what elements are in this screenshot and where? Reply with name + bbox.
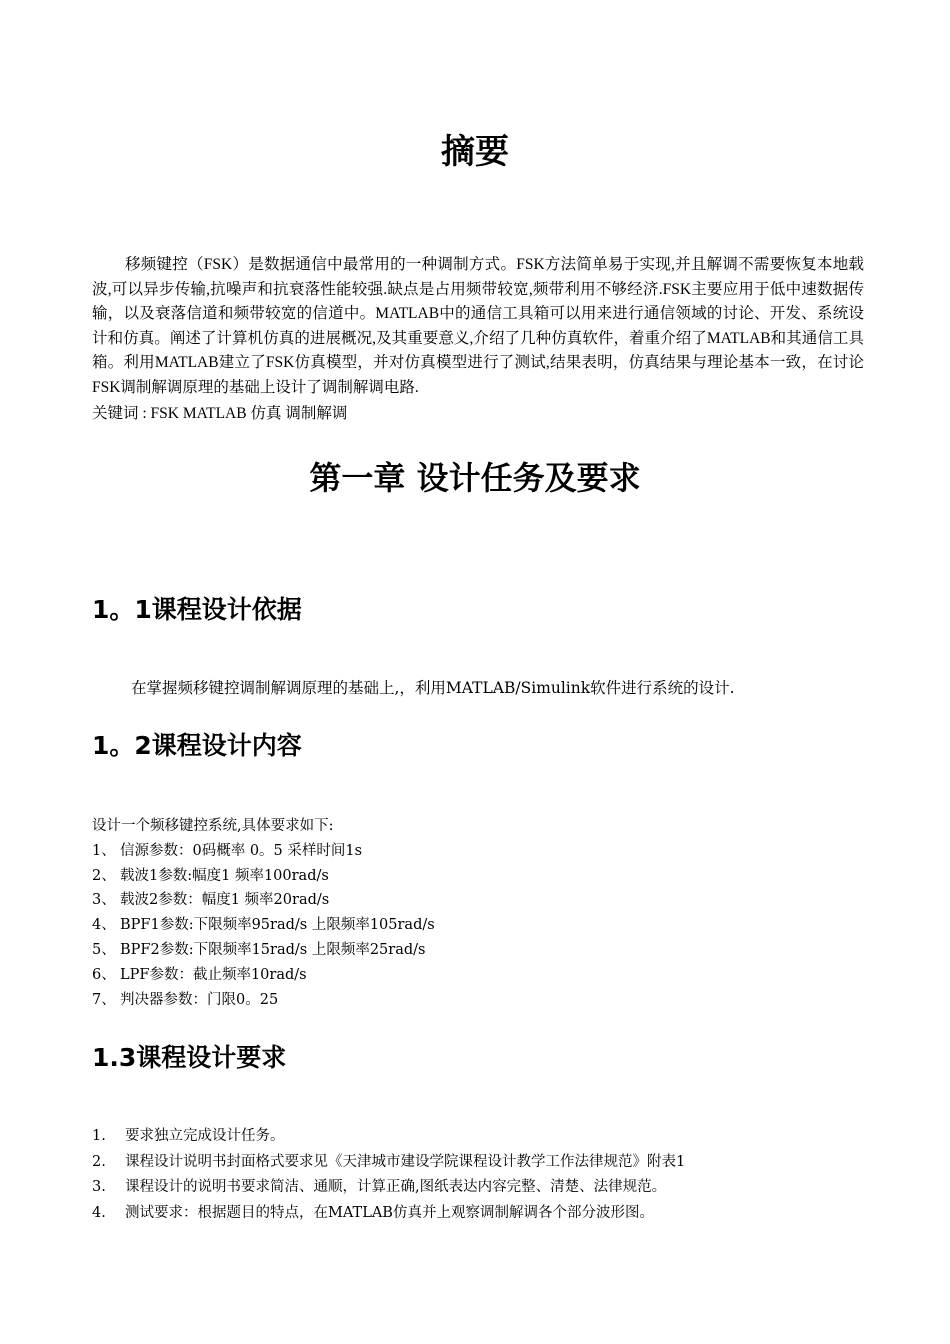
- list-item: 1、 信源参数：0码概率 0。5 采样时间1s: [92, 842, 363, 859]
- list-item: 4. 测试要求：根据题目的特点，在MATLAB仿真并上观察调制解调各个部分波形图。: [92, 1204, 654, 1221]
- section-heading-1-2: 1。2课程设计内容: [92, 731, 302, 760]
- list-item: 2. 课程设计说明书封面格式要求见《天津城市建设学院课程设计教学工作法律规范》附表1: [92, 1153, 686, 1170]
- list-item: 1. 要求独立完成设计任务。: [92, 1128, 285, 1144]
- list-item: 7、 判决器参数：门限0。25: [92, 991, 279, 1008]
- section-heading-1-1: 1。1课程设计依据: [92, 595, 302, 624]
- list-item: 3、 载波2参数：幅度1 频率20rad/s: [92, 892, 330, 909]
- list-item: 5、 BPF2参数:下限频率15rad/s 上限频率25rad/s: [92, 941, 426, 958]
- keywords-line: 关键词 : FSK MATLAB 仿真 调制解调: [92, 405, 348, 422]
- design-requirements-list: [92, 1124, 685, 1226]
- list-item: 3. 课程设计的说明书要求简洁、通顺，计算正确,图纸表达内容完整、清楚、法律规范。: [92, 1179, 667, 1195]
- list-item: 2、 载波1参数:幅度1 频率100rad/s: [92, 867, 329, 884]
- abstract-body: [92, 253, 864, 400]
- section-heading-1-3: 1.3课程设计要求: [92, 1043, 287, 1072]
- list-intro: 设计一个频移键控系统,具体要求如下:: [92, 818, 334, 834]
- chapter-title: 第一章 设计任务及要求: [309, 459, 641, 497]
- list-item: 6、 LPF参数：截止频率10rad/s: [92, 966, 307, 983]
- requirements-list: [92, 814, 435, 1012]
- section-1-1-body: 在掌握频移键控调制解调原理的基础上,，利用MATLAB/Simulink软件进行系统的设计.: [131, 679, 735, 697]
- abstract-title: 摘要: [441, 132, 509, 172]
- abstract-paragraph: 移频键控（FSK）是数据通信中最常用的一种调制方式。FSK方法简单易于实现,并且解调不需要恢复本地载波,可以异步传输,抗噪声和抗衰落性能较强.缺点是占用频带较宽,频带利用不够经济.FSK主要应用于低中速数据传输，以及衰落信道和频带较宽的信道中。MATLAB中的通信工具箱可以用来进行通信领域的讨论、开发、系统设计和仿真。阐述了计算机仿真的进展概况,及其重要意义,介绍了几种仿真软件，着重介绍了MATLAB和其通信工具箱。利用MATLAB建立了FSK仿真模型，并对仿真模型进行了测试,结果表明，仿真结果与理论基本一致，在讨论FSK调制解调原理的基础上设计了调制解调电路.: [92, 256, 864, 396]
- list-item: 4、 BPF1参数:下限频率95rad/s 上限频率105rad/s: [92, 917, 435, 934]
